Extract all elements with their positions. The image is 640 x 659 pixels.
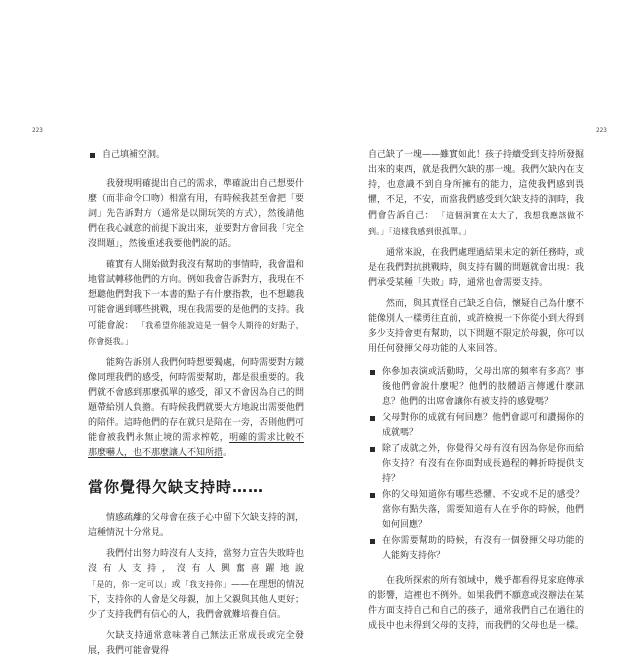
paragraph — [88, 258, 304, 350]
quoted-speech: 「是的，你一定可以」 — [88, 580, 172, 589]
paragraph-text: 確實有人開始做對我沒有幫助的事情時，我會溫和地嘗試轉移他們的方向。例如我會告訴對方，我現在不想聽他們對我下一本書的點子有什麼指教，也不想聽我可能會遇到哪些挑戰，現在我需要的是他們的支持。我可能會說： — [88, 260, 305, 331]
paragraph: 我發現明確提出自己的需求，準確說出自己想要什麼（而非命令口吻）相當有用，有時候我甚至會把「要詞」先告訴對方（通常是以開玩笑的方式），然後請他們在我心誠意的前提下說出來，並要對方會回我「完全沒問題」，然後重述我要他們說的話。 — [88, 179, 305, 249]
paragraph: 情感疏離的父母會在孩子心中留下欠缺支持的洞，這種情況十分常見。 — [88, 513, 305, 538]
paragraph-spacer — [88, 163, 304, 177]
paragraph-text: 。 — [223, 448, 233, 458]
left-page-text — [88, 148, 304, 659]
paragraph — [88, 356, 304, 461]
paragraph — [88, 547, 304, 623]
right-page-text — [368, 148, 584, 634]
paragraph — [368, 148, 584, 240]
bullet-item: 自己填補空洞。 — [88, 148, 304, 163]
paragraph-text: 我們付出努力時沒有人支持，當努力宣告失敗時也沒有人支持，沒有人興奮喜躍地說 — [88, 549, 305, 574]
paragraph-text: 自己缺了一塊——雖實如此！孩子持續受到支持所發掘出來的東西，就是我們欠缺的那一塊。我們欠缺內在支持，也意識不到自身所擁有的能力，這使我們感到畏懼，不足，不安，而當我們感受到欠缺支持的洞時，我們會告訴自己： — [368, 150, 585, 221]
list-item: 除了成就之外，你覺得父母有沒有因為你是你而給你支持？有沒有在你面對成長過程的轉折時提供支持？ — [368, 442, 584, 487]
paragraph-text: 或 — [171, 580, 181, 590]
quoted-speech: 「我支持你」 — [180, 580, 231, 589]
list-item: 父母對你的成就有何回應？他們會認可和讚揚你的成就嗎？ — [368, 411, 584, 441]
list-item: 你的父母知道你有哪些恐懼、不安或不足的感受？當你有點失落，需要知道有人在乎你的時候，他們如何回應？ — [368, 488, 584, 533]
paragraph: 在我所探索的所有領域中，幾乎都看得見家庭傳承的影響，這裡也不例外。如果我們不願意或沒辦法在某件方面支持自己和自己的孩子，通常我們自己在過往的成長中也未得到父母的支持，而我們的父母也是一樣。 — [368, 576, 585, 631]
section-heading: 當你覺得欠缺支持時…… — [88, 478, 265, 496]
question-list — [368, 365, 584, 564]
underlined-text: 明確的需求比較不那麼嚇人，也不那麼讓人不知所措 — [88, 433, 304, 458]
paragraph: 通常來說，在我們處理過結果未定的新任務時，或是在我們對抗挑戰時，與支持有關的問題就會出現：我們承受某種「失敗」時，通常也會需要支持。 — [368, 248, 585, 288]
left-page-number: 223 — [32, 127, 43, 134]
list-item: 你參加表演或活動時，父母出席的頻率有多高？事後他們會說什麼呢？他們的肢體語言傳遞什麼訊息？他們的出席會讓你有被支持的感覺嗎？ — [368, 365, 584, 410]
right-page-number: 223 — [596, 127, 607, 134]
quoted-speech: 「我希望你能說這是一個令人期待的好點子，你會挺我。」 — [88, 321, 304, 346]
paragraph: 欠缺支持通常意味著自己無法正常成長或完全發展，我們可能會覺得 — [88, 631, 304, 656]
paragraph-text: ——在理想的情況下，支持你的人會是父母親，加上父親與其他人更好；少了支持我們有信心的人，我們會就難培養自信。 — [88, 580, 305, 620]
paragraph: 然而，與其責怪自己缺乏自信，懷疑自己為什麼不能像別人一樣勇往直前，或許檢視一下你從小到大得到多少支持會更有幫助，以下問題不限定於母親，你可以用任何發揮父母功能的人來回答。 — [368, 299, 585, 354]
list-item: 在你需要幫助的時候，有沒有一個發揮父母功能的人能夠支持你？ — [368, 534, 584, 564]
quoted-speech: 「這個洞實在太大了，我想我應該做不到。」「這樣我感到很孤單。」 — [368, 211, 584, 236]
paragraph-text: 能夠告訴別人我們何時想要獨處，何時需要對方鏡像同理我們的感受，何時需要幫助，都是很重要的。我們就不會感到那麼孤單的感受，卻又不會因為自己的問題帶給別人負擔。有時候我們就要大方地說出需要他們的陪伴。這時他們的存在就只是陪在一旁，否則他們可能會被我們永無止境的需求榨乾， — [88, 358, 305, 443]
